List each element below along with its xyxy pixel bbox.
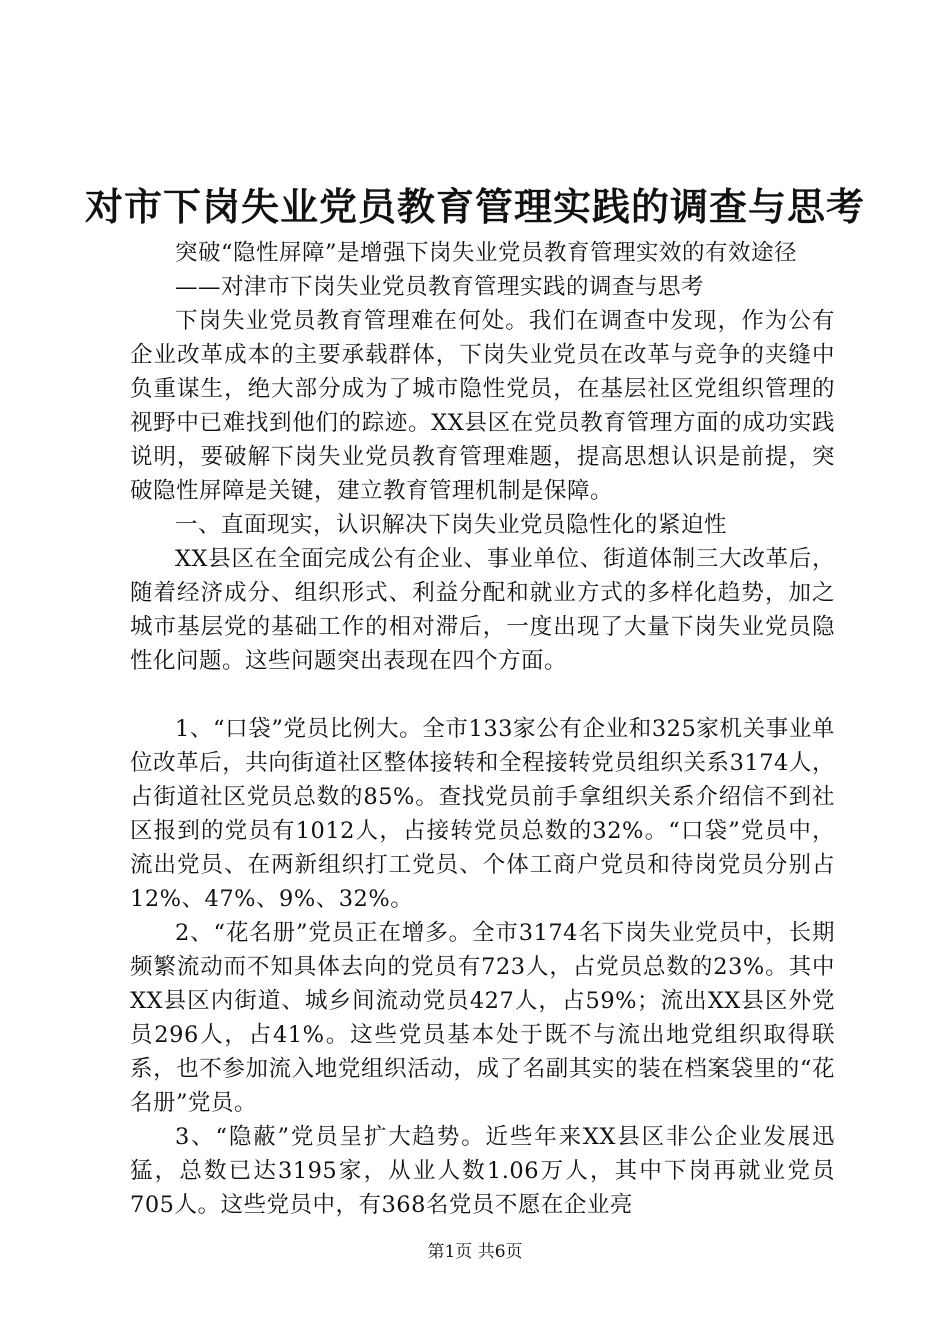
document-body: [130, 236, 835, 1222]
document-title: 对市下岗失业党员教育管理实践的调查与思考: [84, 184, 865, 229]
point-3-paragraph: 3、“隐蔽”党员呈扩大趋势。近些年来XX县区非公企业发展迅猛，总数已达3195家，从业人数1.06万人，其中下岗再就业党员705人。这些党员中，有368名党员不愿在企业亮: [130, 1124, 835, 1218]
point-1-paragraph: 1、“口袋”党员比例大。全市133家公有企业和325家机关事业单位改革后，共向街道社区整体接转和全程接转党员组织关系3174人，占街道社区党员总数的85%。查找党员前手拿组织关系介绍信不到社区报到的党员有1012人，占接转党员总数的32%。“口袋”党员中，流出党员、在两新组织打工党员、个体工商户党员和待岗党员分别占12%、47%、9%、32%。: [130, 716, 835, 912]
intro-paragraph: 下岗失业党员教育管理难在何处。我们在调查中发现，作为公有企业改革成本的主要承载群体，下岗失业党员在改革与竞争的夹缝中负重谋生，绝大部分成为了城市隐性党员，在基层社区党组织管理的视野中已难找到他们的踪迹。XX县区在党员教育管理方面的成功实践说明，要破解下岗失业党员教育管理难题，提高思想认识是前提，突破隐性屏障是关键，建立教育管理机制是保障。: [130, 308, 835, 504]
point-2-paragraph: 2、“花名册”党员正在增多。全市3174名下岗失业党员中，长期频繁流动而不知具体去向的党员有723人，占党员总数的23%。其中XX县区内街道、城乡间流动党员427人，占59%；流出XX县区外党员296人，占41%。这些党员基本处于既不与流出地党组织取得联系，也不参加流入地党组织活动，成了名副其实的装在档案袋里的“花名册”党员。: [130, 920, 835, 1116]
subheading-paragraph: ——对津市下岗失业党员教育管理实践的调查与思考: [175, 274, 705, 300]
page-footer: 第1页 共6页: [427, 1242, 523, 1262]
subtitle-paragraph: 突破“隐性屏障”是增强下岗失业党员教育管理实效的有效途径: [175, 240, 798, 266]
section-heading: 一、直面现实，认识解决下岗失业党员隐性化的紧迫性: [175, 512, 728, 538]
context-paragraph: XX县区在全面完成公有企业、事业单位、街道体制三大改革后，随着经济成分、组织形式、利益分配和就业方式的多样化趋势，加之城市基层党的基础工作的相对滞后，一度出现了大量下岗失业党员隐性化问题。这些问题突出表现在四个方面。: [130, 546, 835, 674]
